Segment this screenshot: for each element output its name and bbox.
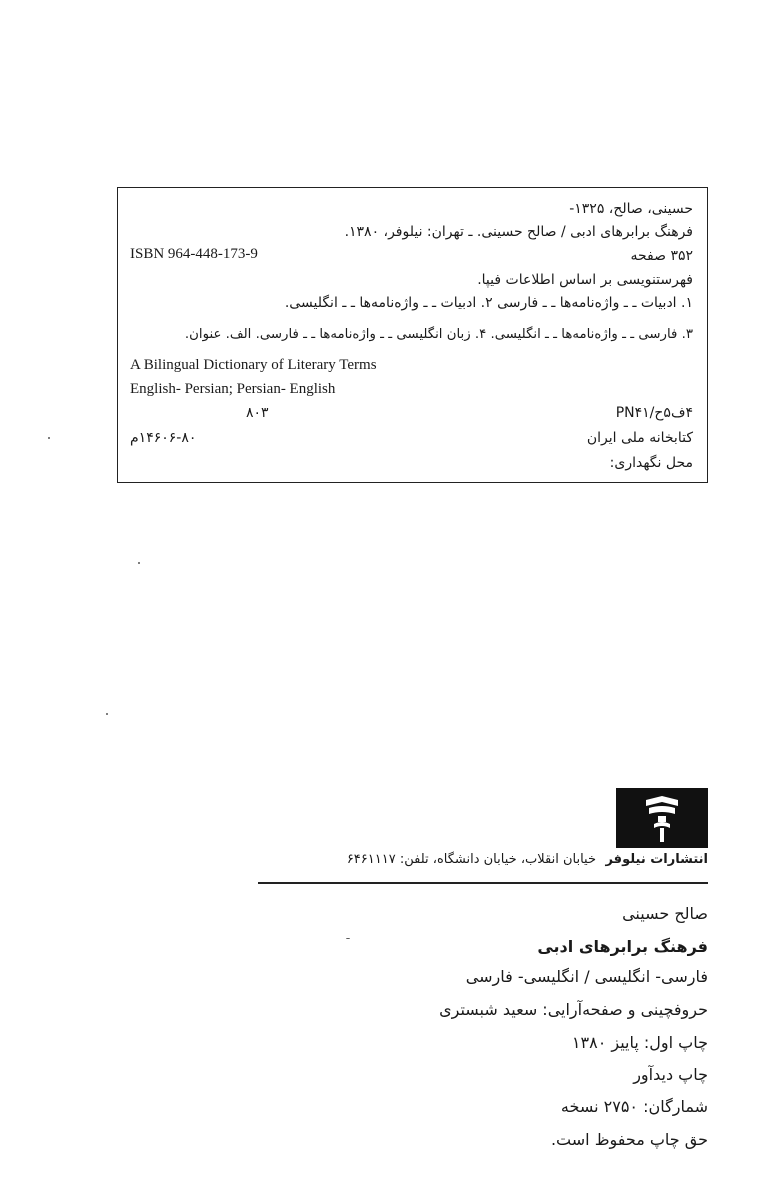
cip-library-number: ۱۴۶۰۶-۸۰م — [130, 430, 197, 446]
scan-speck — [138, 562, 140, 564]
cip-english-subtitle: English- Persian; Persian- English — [130, 381, 336, 397]
cip-box — [117, 187, 708, 483]
colophon-copyright: حق چاپ محفوظ است. — [550, 1130, 708, 1149]
colophon-typesetting: حروفچینی و صفحه‌آرایی: سعید شبستری — [439, 1000, 708, 1019]
colophon-title: فرهنگ برابرهای ادبی — [537, 937, 708, 956]
publisher-address: خیابان انقلاب، خیابان دانشگاه، تلفن: ۶۴۶۱۱۱۷ — [346, 852, 596, 867]
cip-pages: ۳۵۲ صفحه — [630, 248, 693, 264]
cip-classification: ۴ف۵ح/PN۴۱ — [615, 405, 693, 421]
divider — [258, 882, 708, 884]
cip-english-title: A Bilingual Dictionary of Literary Terms — [130, 357, 377, 373]
publisher-logo — [616, 788, 708, 848]
publisher-name: انتشارات نیلوفر — [605, 852, 708, 867]
cip-dewey: ۸۰۳ — [246, 405, 269, 421]
colophon-printer: چاپ دیدآور — [633, 1065, 708, 1084]
lotus-logo-icon — [616, 788, 708, 848]
cip-isbn: ISBN 964-448-173-9 — [130, 246, 258, 262]
colophon-languages: فارسی- انگلیسی / انگلیسی- فارسی — [465, 967, 708, 986]
scan-speck — [346, 938, 350, 939]
cip-subjects-2: ۳. فارسی ـ ـ واژه‌نامه‌ها ـ ـ انگلیسی. ۴. زبان انگلیسی ـ ـ واژه‌نامه‌ها ـ ـ فارسی. الف. عنوان. — [184, 327, 693, 342]
scan-speck — [48, 437, 50, 439]
colophon-author: صالح حسینی — [622, 904, 708, 923]
cip-author: حسینی، صالح، ۱۳۲۵- — [569, 201, 693, 217]
scan-speck — [106, 713, 108, 715]
cip-title: فرهنگ برابرهای ادبی / صالح حسینی. ـ تهران: نیلوفر، ۱۳۸۰. — [344, 224, 693, 240]
colophon-print-run: شمارگان: ۲۷۵۰ نسخه — [560, 1097, 708, 1116]
colophon-edition: چاپ اول: پاییز ۱۳۸۰ — [571, 1033, 708, 1052]
cip-fipa-note: فهرستنویسی بر اساس اطلاعات فیپا. — [477, 272, 693, 288]
cip-library: کتابخانه ملی ایران — [586, 430, 693, 446]
cip-subjects-1: ۱. ادبیات ـ ـ واژه‌نامه‌ها ـ ـ فارسی ۲. ادبیات ـ ـ واژه‌نامه‌ها ـ ـ انگلیسی. — [284, 295, 693, 311]
cip-location: محل نگهداری: — [609, 455, 693, 471]
